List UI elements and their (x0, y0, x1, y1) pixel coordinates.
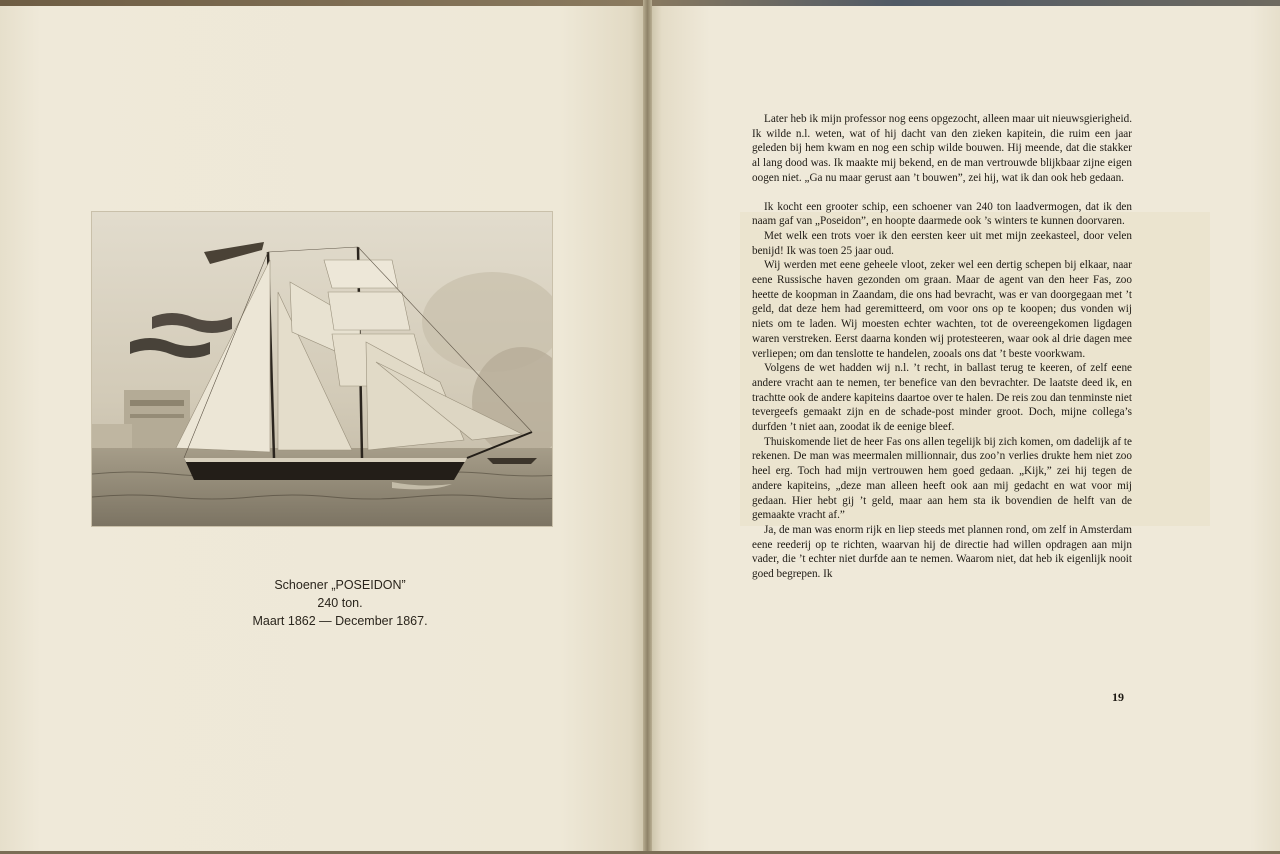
schooner-topsail (324, 260, 398, 288)
harbour-building-detail (130, 414, 184, 418)
caption-ship-name: Schoener „POSEIDON” (274, 578, 406, 592)
caption-tonnage: 240 ton. (317, 596, 363, 610)
paragraph: Ja, de man was enorm rijk en liep steeds met plannen rond, om zelf in Amsterdam eene reederij op te richten, waarvan hij de directie had willen opdragen aan mijn vader, die ’t echter niet durfde aan te nemen. Waarom niet, dat heb ik eigenlijk nooit goed begrepen. Ik (752, 523, 1132, 581)
book-gutter (643, 0, 652, 854)
body-text (752, 112, 1132, 582)
schooner-photo (92, 212, 552, 526)
caption-service-dates: Maart 1862 — December 1867. (252, 614, 428, 628)
paragraph: Met welk een trots voer ik den eersten keer uit met mijn zeekasteel, door velen benijd! Ik was toen 25 jaar oud. (752, 229, 1132, 257)
photo-caption (220, 576, 460, 630)
harbour-building (92, 424, 132, 452)
schooner-hull-stripe (184, 458, 467, 462)
page-number: 19 (1112, 690, 1124, 704)
paragraph: Ik kocht een grooter schip, een schoener van 240 ton laadvermogen, dat ik den naam gaf van „Poseidon”, en hoopte daarmede ook ’s winters te kunnen doorvaren. (752, 200, 1132, 228)
schooner-illustration (92, 212, 552, 526)
paragraph: Later heb ik mijn professor nog eens opgezocht, alleen maar uit nieuwsgierigheid. Ik wilde n.l. weten, wat of hij dacht van den zieken kapitein, die ruim een jaar geleden bij hem kwam en nog een schip wilde bouwen. Hij meende, dat die stakker al lang dood was. Ik maakte mij bekend, en de man vertrouwde blijkbaar zijne eigen oogen niet. „Ga nu maar gerust aan ’t bouwen”, zei hij, wat ik dan ook heb gedaan. (752, 113, 1132, 184)
schooner-topsail (328, 292, 410, 330)
small-boat (487, 458, 537, 464)
harbour-building-detail (130, 400, 184, 406)
paragraph: Thuiskomende liet de heer Fas ons allen tegelijk bij zich komen, om dadelijk af te rekenen. De man was meermalen millionnair, dus zoo’n verlies drukte hem niet zoo heel erg. Toch had mijn vertrouwen hem goed gedaan. „Kijk,” zei hij tegen de andere kapiteins, „deze man alleen heeft ook aan mij gedacht en wat voor mij gedaan. Hier hebt gij ’t geld, maar aan hem sta ik bovendien de helft van de gemaakte vracht af.” (752, 435, 1132, 522)
paragraph: Volgens de wet hadden wij n.l. ’t recht, in ballast terug te keeren, of zelf eene andere vracht aan te nemen, ter benefice van den bevrachter. De laatste deed ik, en trachtte ook de andere kapiteins daartoe over te halen. De reis zou dan tenminste niet tevergeefs gemaakt zijn en de schade-post minder groot. Doch, mijne collega’s durfden ’t niet aan, zoodat ik de eenige bleef. (752, 362, 1132, 434)
paragraph: Wij werden met eene geheele vloot, zeker wel een dertig schepen bij elkaar, naar eene Russische haven gezonden om graan. Maar de agent van den heer Fas, zoo heette de koopman in Zaandam, die ons had bevracht, was er van doorgegaan met ’t geld, dat deze hem had geremitteerd, om voor ons op te koopen; dus vonden wij niets om te laden. Wij moesten echter wachten, tot de overeengekomen ligdagen waren verstreken. Eerst daarna konden wij protesteeren, waar ook al drie dagen mee verliepen; om dan tenslotte te handelen, zooals ons dat ’t beste voorkwam. (752, 259, 1132, 360)
